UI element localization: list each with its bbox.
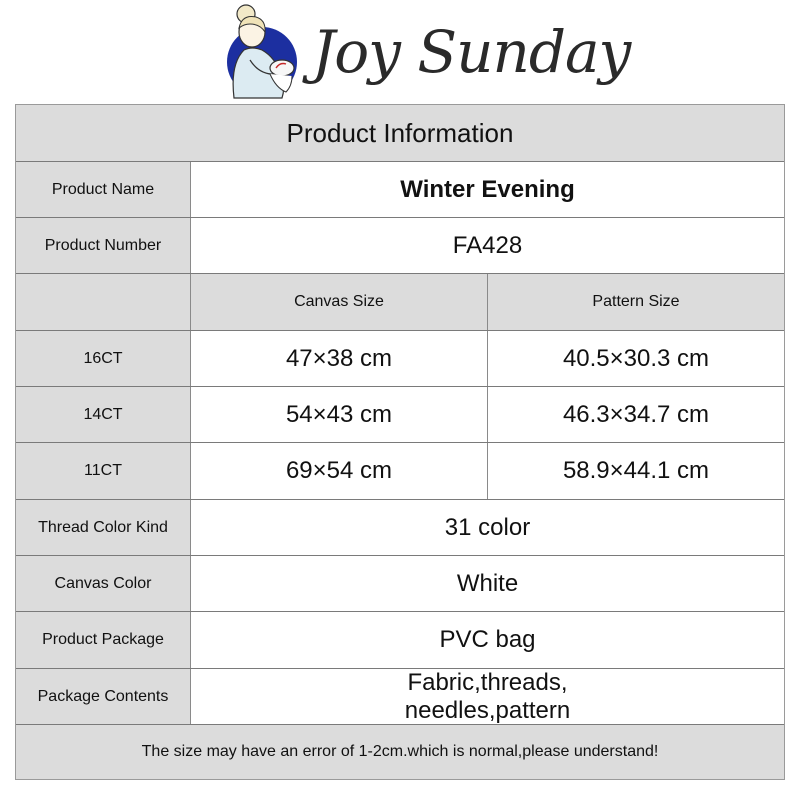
- product-number-label: Product Number: [16, 218, 191, 273]
- brand-logo-text: Joy Sunday: [312, 18, 631, 86]
- product-number-row: [16, 218, 784, 274]
- product-number-value: FA428: [452, 231, 523, 259]
- pattern-size-value: 58.9×44.1 cm: [562, 457, 710, 484]
- canvas-color-label: Canvas Color: [16, 556, 191, 611]
- canvas-size-value: 54×43 cm: [191, 387, 488, 442]
- product-package-row: [16, 612, 784, 669]
- canvas-size-header: Canvas Size: [191, 274, 488, 330]
- embroidery-woman-logo-icon: [220, 2, 302, 102]
- package-contents-value: [191, 669, 784, 724]
- thread-color-row: [16, 500, 784, 556]
- table-title: Product Information: [16, 105, 784, 161]
- size-header-blank-cell: [16, 274, 191, 330]
- stitch-count-label: 14CT: [16, 387, 191, 442]
- stitch-count-label: 16CT: [16, 331, 191, 386]
- thread-color-value: 31 color: [444, 513, 531, 541]
- size-note-text: The size may have an error of 1-2cm.which is normal,please understand!: [16, 725, 784, 779]
- canvas-size-value: 47×38 cm: [191, 331, 488, 386]
- canvas-color-row: [16, 556, 784, 612]
- table-row: [16, 443, 784, 500]
- product-package-label: Product Package: [16, 612, 191, 668]
- package-contents-label: Package Contents: [16, 669, 191, 724]
- product-name-row: [16, 162, 784, 218]
- thread-color-label: Thread Color Kind: [16, 500, 191, 555]
- table-row: [16, 331, 784, 387]
- table-title-row: [16, 105, 784, 162]
- pattern-size-value: 46.3×34.7 cm: [562, 400, 710, 428]
- product-name-value: Winter Evening: [400, 175, 575, 203]
- stitch-count-label: 11CT: [16, 443, 191, 499]
- canvas-color-value: White: [456, 569, 519, 597]
- canvas-size-value: 69×54 cm: [191, 443, 488, 499]
- size-note-row: [16, 725, 784, 779]
- product-name-label: Product Name: [16, 162, 191, 217]
- size-header-row: [16, 274, 784, 331]
- product-information-table: [15, 104, 785, 780]
- table-row: [16, 387, 784, 443]
- pattern-size-value: 40.5×30.3 cm: [562, 344, 710, 372]
- package-contents-row: [16, 669, 784, 725]
- brand-header: [0, 0, 800, 104]
- pattern-size-header: Pattern Size: [488, 274, 784, 330]
- package-contents-line-2: needles,pattern: [404, 696, 571, 724]
- product-package-value: PVC bag: [439, 626, 536, 653]
- package-contents-line-1: Fabric,threads,: [407, 668, 568, 696]
